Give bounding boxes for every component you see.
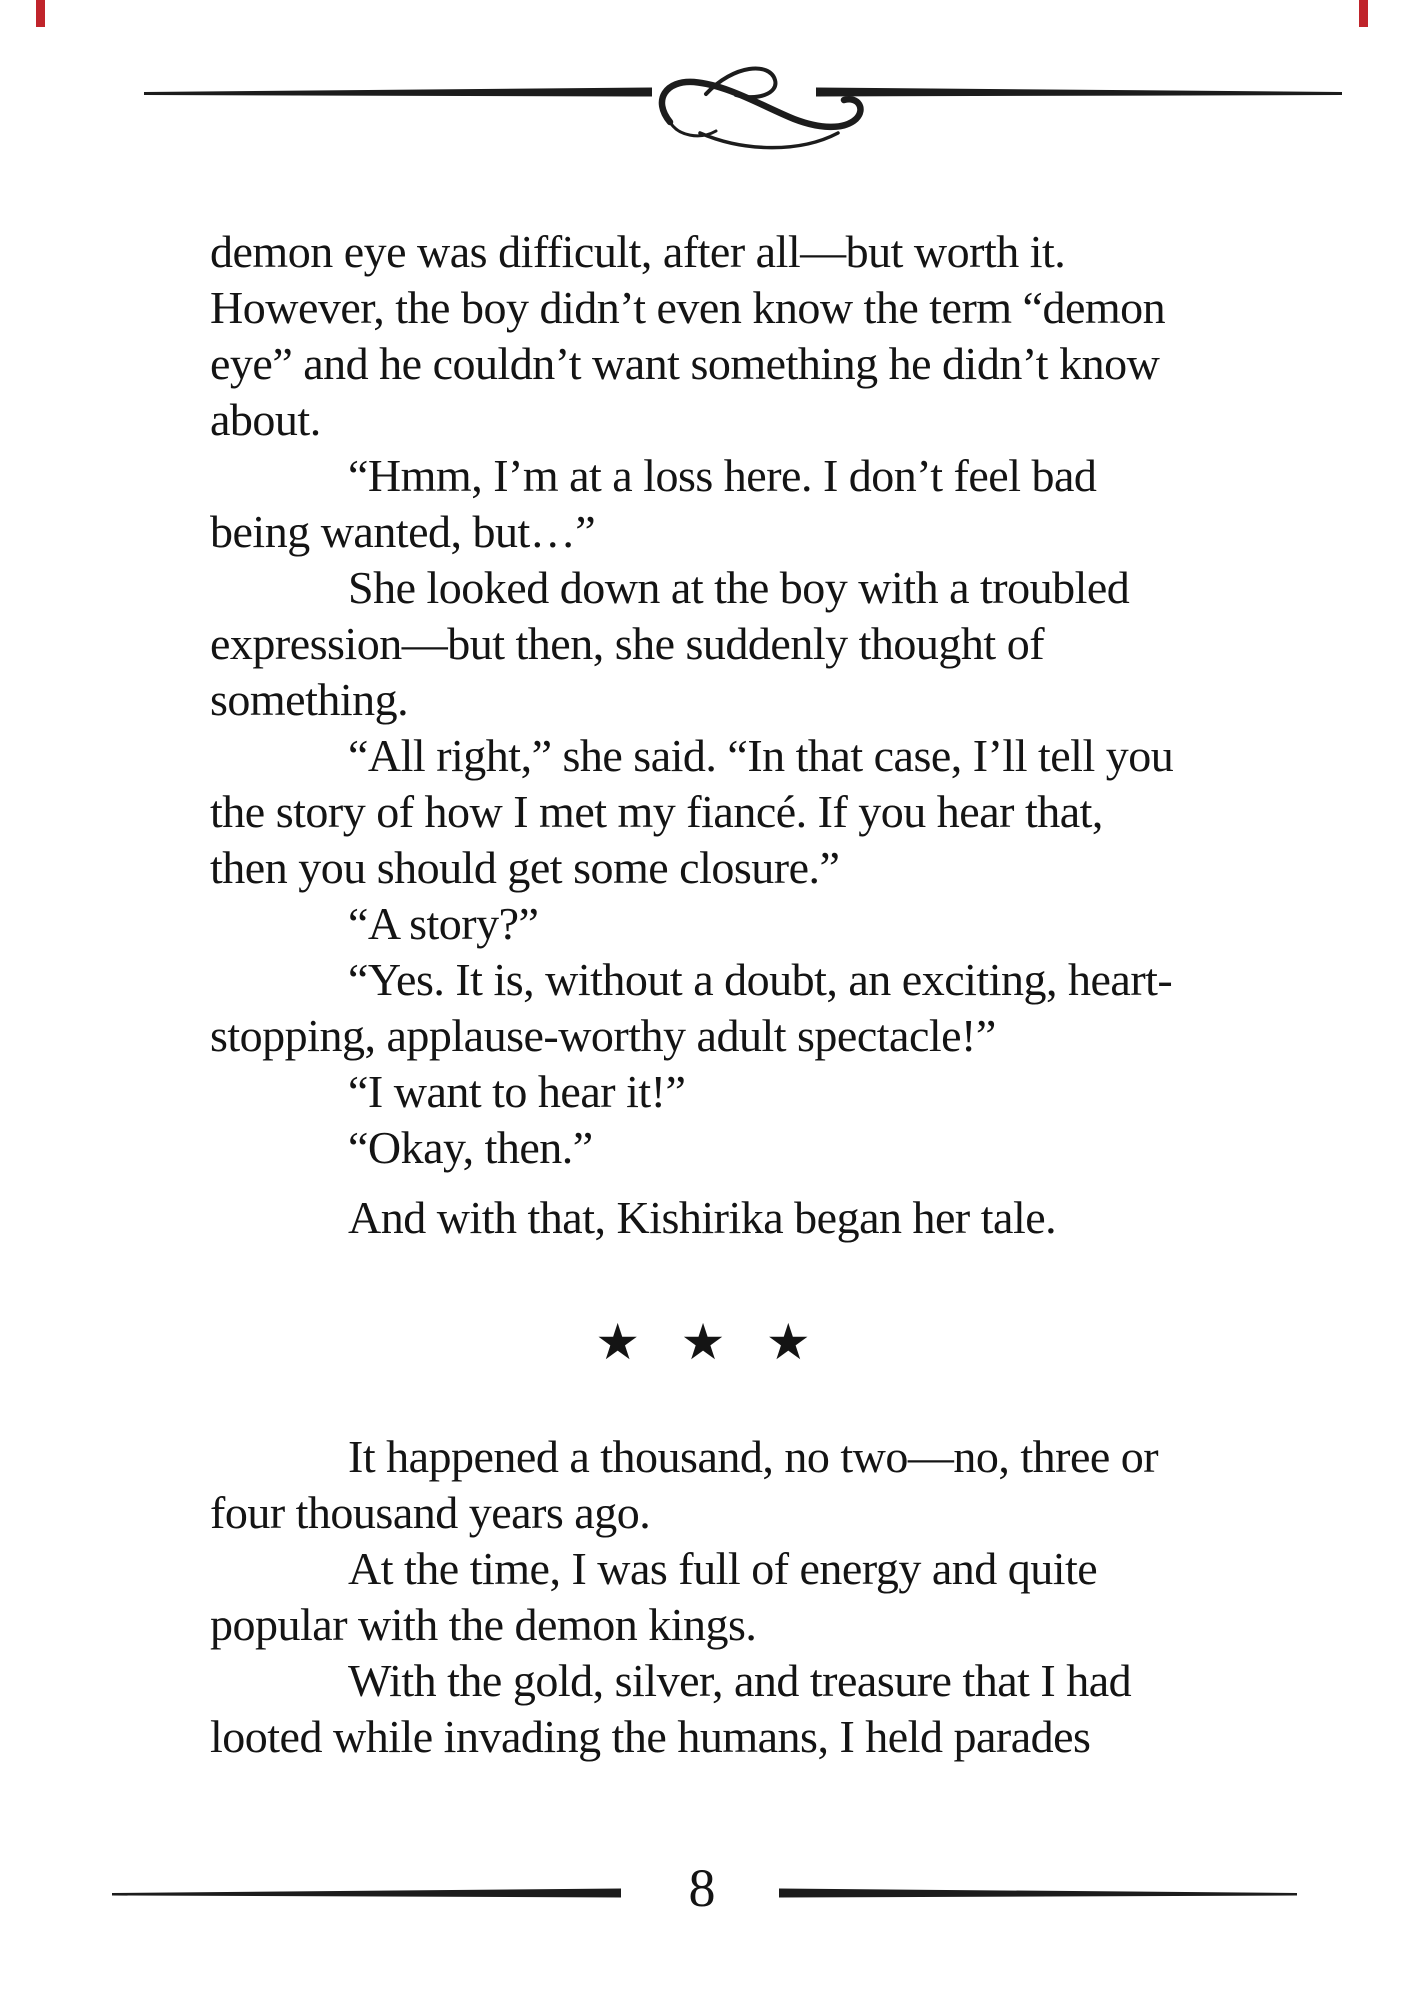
text-line: expression—but then, she suddenly thought of xyxy=(210,618,1045,669)
text-line: popular with the demon kings. xyxy=(210,1599,757,1650)
calligraphic-swash-icon xyxy=(662,68,861,147)
chapter-divider-ornament xyxy=(0,0,1404,170)
text-line: demon eye was difficult, after all—but worth it. xyxy=(210,226,1066,277)
paragraph xyxy=(210,1190,1270,1246)
text-line: However, the boy didn’t even know the term “demon xyxy=(210,282,1166,333)
text-line: “Hmm, I’m at a loss here. I don’t feel bad xyxy=(348,450,1097,501)
text-line: looted while invading the humans, I held parades xyxy=(210,1711,1091,1762)
paragraph xyxy=(210,728,1270,896)
page-text xyxy=(210,224,1270,1765)
text-line: She looked down at the boy with a troubled xyxy=(348,562,1130,613)
text-line: “All right,” she said. “In that case, I’ll tell you xyxy=(348,730,1174,781)
text-line: With the gold, silver, and treasure that I had xyxy=(348,1655,1132,1706)
text-line: “I want to hear it!” xyxy=(348,1066,686,1117)
text-line: “A story?” xyxy=(348,898,539,949)
text-line: stopping, applause-worthy adult spectacle!” xyxy=(210,1010,996,1061)
text-line: At the time, I was full of energy and quite xyxy=(348,1543,1098,1594)
text-line: something. xyxy=(210,674,409,725)
divider-rule-left xyxy=(144,88,652,97)
section-break: ★ ★ ★ xyxy=(595,1314,825,1370)
text-line: the story of how I met my fiancé. If you hear that, xyxy=(210,786,1103,837)
paragraph xyxy=(210,448,1270,560)
text-line: And with that, Kishirika began her tale. xyxy=(348,1192,1057,1243)
paragraph xyxy=(210,1541,1270,1653)
page-number: 8 xyxy=(688,1858,716,1918)
text-line: It happened a thousand, no two—no, three or xyxy=(348,1431,1159,1482)
text-group-2 xyxy=(210,1429,1270,1765)
text-line: “Okay, then.” xyxy=(348,1122,593,1173)
paragraph xyxy=(210,952,1270,1064)
paragraph xyxy=(210,1653,1270,1765)
paragraph xyxy=(210,896,1270,952)
text-line: eye” and he couldn’t want something he didn’t know xyxy=(210,338,1160,389)
text-line: then you should get some closure.” xyxy=(210,842,840,893)
text-line: about. xyxy=(210,394,321,445)
text-line: four thousand years ago. xyxy=(210,1487,651,1538)
text-group-1 xyxy=(210,224,1270,1246)
paragraph xyxy=(210,1429,1270,1541)
text-line: being wanted, but…” xyxy=(210,506,596,557)
paragraph xyxy=(210,1120,1270,1176)
paragraph xyxy=(210,224,1270,448)
text-line: “Yes. It is, without a doubt, an exciting, heart- xyxy=(348,954,1173,1005)
paragraph xyxy=(210,560,1270,728)
paragraph xyxy=(210,1064,1270,1120)
divider-rule-right xyxy=(816,88,1342,97)
